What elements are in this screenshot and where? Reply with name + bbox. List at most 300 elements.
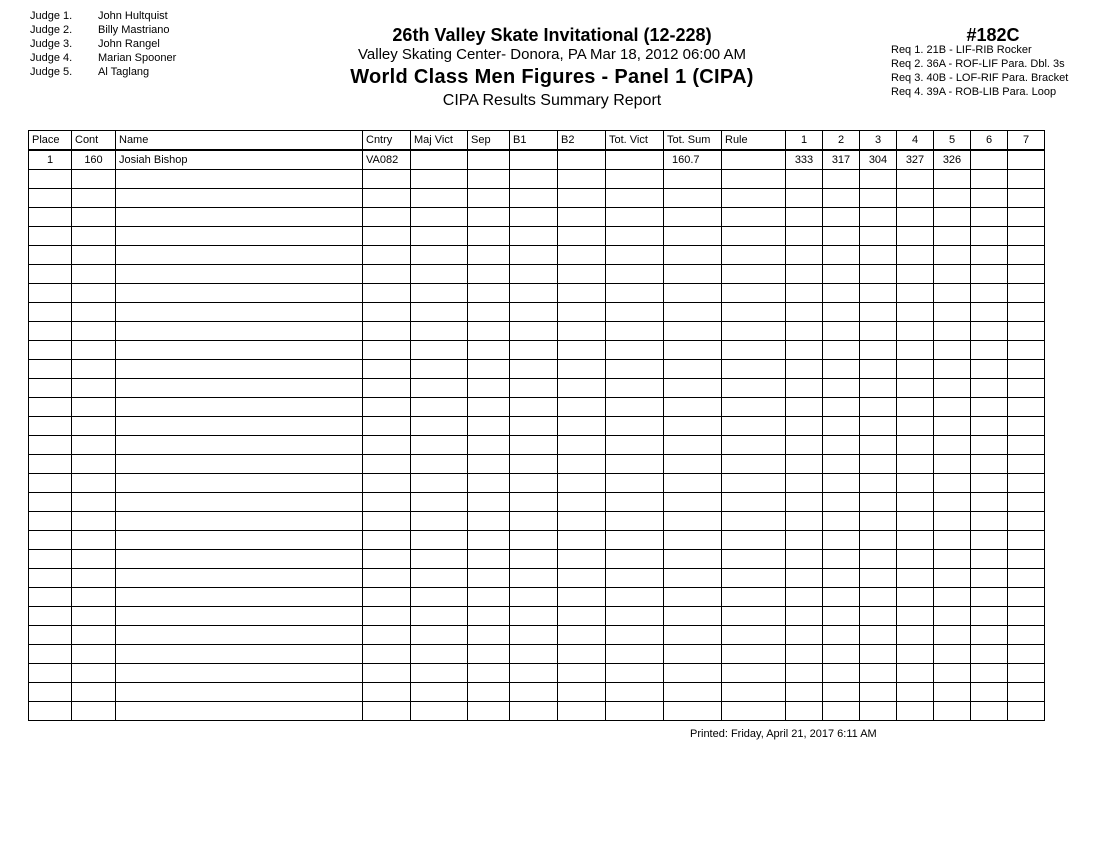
empty-cell: [411, 189, 468, 208]
empty-cell: [116, 550, 363, 569]
empty-cell: [1008, 208, 1045, 227]
empty-cell: [558, 360, 606, 379]
empty-cell: [411, 246, 468, 265]
empty-cell: [510, 208, 558, 227]
empty-cell: [468, 398, 510, 417]
empty-cell: [860, 626, 897, 645]
empty-cell: [786, 645, 823, 664]
empty-cell: [72, 493, 116, 512]
table-header-row: [29, 131, 1045, 151]
judge-label: Judge 3.: [30, 38, 73, 50]
empty-cell: [897, 322, 934, 341]
empty-cell: [786, 550, 823, 569]
empty-cell: [786, 170, 823, 189]
empty-cell: [722, 702, 786, 721]
empty-cell: [934, 512, 971, 531]
empty-cell: [664, 455, 722, 474]
empty-cell: [363, 493, 411, 512]
empty-cell: [971, 265, 1008, 284]
empty-cell: [1008, 265, 1045, 284]
empty-cell: [786, 341, 823, 360]
empty-cell: [29, 683, 72, 702]
empty-cell: [897, 702, 934, 721]
empty-cell: [558, 645, 606, 664]
empty-cell: [558, 550, 606, 569]
empty-cell: [722, 284, 786, 303]
empty-cell: [786, 702, 823, 721]
empty-cell: [722, 322, 786, 341]
empty-cell: [116, 569, 363, 588]
venue-line: Valley Skating Center- Donora, PA Mar 18, 2012 06:00 AM: [358, 46, 746, 63]
empty-cell: [363, 417, 411, 436]
empty-cell: [1008, 455, 1045, 474]
empty-cell: [860, 569, 897, 588]
empty-cell: [29, 569, 72, 588]
empty-cell: [664, 645, 722, 664]
empty-cell: [606, 341, 664, 360]
empty-cell: [510, 227, 558, 246]
empty-cell: [606, 683, 664, 702]
empty-cell: [606, 531, 664, 550]
empty-cell: [510, 341, 558, 360]
empty-cell: [823, 398, 860, 417]
empty-cell: [722, 360, 786, 379]
b2-cell: [558, 150, 606, 170]
empty-cell: [823, 303, 860, 322]
column-header: Name: [116, 131, 363, 151]
empty-cell: [510, 265, 558, 284]
judge-label: Judge 1.: [30, 10, 73, 22]
empty-cell: [1008, 626, 1045, 645]
empty-cell: [606, 626, 664, 645]
empty-cell: [971, 189, 1008, 208]
judge-row: [30, 51, 176, 65]
empty-cell: [116, 588, 363, 607]
empty-cell: [971, 569, 1008, 588]
table-row-empty: [29, 664, 1045, 683]
empty-cell: [606, 208, 664, 227]
requirement-item: Req 3. 40B - LOF-RIF Para. Bracket: [891, 72, 1069, 84]
empty-cell: [363, 702, 411, 721]
empty-cell: [823, 702, 860, 721]
empty-cell: [860, 398, 897, 417]
empty-cell: [510, 436, 558, 455]
empty-cell: [72, 303, 116, 322]
empty-cell: [510, 246, 558, 265]
empty-cell: [1008, 645, 1045, 664]
empty-cell: [934, 189, 971, 208]
empty-cell: [363, 683, 411, 702]
empty-cell: [786, 436, 823, 455]
empty-cell: [72, 170, 116, 189]
requirement-item: Req 4. 39A - ROB-LIB Para. Loop: [891, 86, 1057, 98]
empty-cell: [411, 398, 468, 417]
empty-cell: [664, 246, 722, 265]
empty-cell: [468, 588, 510, 607]
empty-cell: [606, 246, 664, 265]
empty-cell: [363, 436, 411, 455]
empty-cell: [786, 417, 823, 436]
empty-cell: [72, 246, 116, 265]
maj-vict-cell: [411, 150, 468, 170]
empty-cell: [606, 512, 664, 531]
empty-cell: [722, 588, 786, 607]
empty-cell: [1008, 493, 1045, 512]
empty-cell: [971, 170, 1008, 189]
empty-cell: [1008, 303, 1045, 322]
empty-cell: [468, 208, 510, 227]
empty-cell: [510, 189, 558, 208]
table-row-empty: [29, 493, 1045, 512]
empty-cell: [934, 645, 971, 664]
sep-cell: [468, 150, 510, 170]
empty-cell: [664, 512, 722, 531]
empty-cell: [934, 246, 971, 265]
empty-cell: [934, 341, 971, 360]
empty-cell: [363, 170, 411, 189]
empty-cell: [897, 227, 934, 246]
empty-cell: [664, 170, 722, 189]
requirement-item: Req 1. 21B - LIF-RIB Rocker: [891, 44, 1032, 56]
empty-cell: [823, 569, 860, 588]
empty-cell: [606, 493, 664, 512]
empty-cell: [411, 284, 468, 303]
column-header: Cont: [72, 131, 116, 151]
empty-cell: [664, 436, 722, 455]
empty-cell: [72, 417, 116, 436]
empty-cell: [897, 436, 934, 455]
empty-cell: [363, 265, 411, 284]
empty-cell: [897, 474, 934, 493]
empty-cell: [786, 493, 823, 512]
empty-cell: [558, 227, 606, 246]
empty-cell: [606, 303, 664, 322]
printed-timestamp: Printed: Friday, April 21, 2017 6:11 AM: [690, 728, 877, 740]
empty-cell: [971, 626, 1008, 645]
rule-cell: [722, 150, 786, 170]
empty-cell: [29, 398, 72, 417]
empty-cell: [411, 512, 468, 531]
empty-cell: [664, 588, 722, 607]
table-row-empty: [29, 170, 1045, 189]
empty-cell: [1008, 227, 1045, 246]
empty-cell: [411, 322, 468, 341]
empty-cell: [558, 702, 606, 721]
empty-cell: [664, 607, 722, 626]
empty-cell: [606, 474, 664, 493]
name-cell: Josiah Bishop: [116, 150, 363, 170]
empty-cell: [363, 360, 411, 379]
empty-cell: [72, 360, 116, 379]
empty-cell: [860, 455, 897, 474]
empty-cell: [558, 265, 606, 284]
requirements-list: [891, 43, 1068, 99]
empty-cell: [897, 531, 934, 550]
event-title: World Class Men Figures - Panel 1 (CIPA): [350, 66, 754, 88]
table-row-empty: [29, 417, 1045, 436]
empty-cell: [934, 360, 971, 379]
empty-cell: [1008, 588, 1045, 607]
empty-cell: [897, 303, 934, 322]
empty-cell: [823, 208, 860, 227]
empty-cell: [558, 303, 606, 322]
empty-cell: [664, 379, 722, 398]
column-header: 1: [786, 131, 823, 151]
empty-cell: [823, 284, 860, 303]
empty-cell: [722, 683, 786, 702]
empty-cell: [971, 246, 1008, 265]
empty-cell: [411, 208, 468, 227]
empty-cell: [823, 265, 860, 284]
empty-cell: [823, 360, 860, 379]
judge-5-score-cell: 326: [934, 150, 971, 170]
empty-cell: [664, 531, 722, 550]
empty-cell: [558, 569, 606, 588]
judge-name: Billy Mastriano: [98, 24, 170, 36]
empty-cell: [411, 303, 468, 322]
empty-cell: [116, 379, 363, 398]
empty-cell: [116, 531, 363, 550]
empty-cell: [664, 417, 722, 436]
empty-cell: [411, 227, 468, 246]
column-header: Cntry: [363, 131, 411, 151]
empty-cell: [860, 189, 897, 208]
empty-cell: [606, 170, 664, 189]
empty-cell: [823, 474, 860, 493]
empty-cell: [664, 284, 722, 303]
column-header: Tot. Vict: [606, 131, 664, 151]
empty-cell: [72, 512, 116, 531]
empty-cell: [116, 493, 363, 512]
table-row-empty: [29, 626, 1045, 645]
column-header: 2: [823, 131, 860, 151]
empty-cell: [510, 626, 558, 645]
empty-cell: [934, 170, 971, 189]
empty-cell: [116, 360, 363, 379]
empty-cell: [558, 474, 606, 493]
empty-cell: [606, 569, 664, 588]
empty-cell: [934, 702, 971, 721]
empty-cell: [934, 208, 971, 227]
empty-cell: [606, 550, 664, 569]
empty-cell: [897, 455, 934, 474]
empty-cell: [786, 284, 823, 303]
empty-cell: [823, 550, 860, 569]
empty-cell: [411, 683, 468, 702]
column-header: 5: [934, 131, 971, 151]
empty-cell: [411, 607, 468, 626]
empty-cell: [823, 531, 860, 550]
tot-vict-cell: [606, 150, 664, 170]
empty-cell: [823, 170, 860, 189]
empty-cell: [606, 265, 664, 284]
empty-cell: [823, 493, 860, 512]
judges-list: [30, 9, 176, 79]
empty-cell: [411, 569, 468, 588]
empty-cell: [468, 417, 510, 436]
empty-cell: [664, 664, 722, 683]
table-row-empty: [29, 607, 1045, 626]
empty-cell: [1008, 398, 1045, 417]
empty-cell: [897, 550, 934, 569]
empty-cell: [971, 474, 1008, 493]
empty-cell: [510, 683, 558, 702]
empty-cell: [116, 284, 363, 303]
empty-cell: [664, 303, 722, 322]
empty-cell: [116, 436, 363, 455]
empty-cell: [722, 664, 786, 683]
empty-cell: [72, 683, 116, 702]
column-header: Place: [29, 131, 72, 151]
empty-cell: [897, 379, 934, 398]
table-row-empty: [29, 341, 1045, 360]
empty-cell: [116, 398, 363, 417]
empty-cell: [860, 474, 897, 493]
empty-cell: [29, 265, 72, 284]
empty-cell: [786, 664, 823, 683]
empty-cell: [971, 512, 1008, 531]
empty-cell: [722, 246, 786, 265]
table-row-empty: [29, 398, 1045, 417]
table-row-empty: [29, 189, 1045, 208]
empty-cell: [897, 569, 934, 588]
empty-cell: [786, 303, 823, 322]
empty-cell: [510, 531, 558, 550]
empty-cell: [860, 341, 897, 360]
empty-cell: [664, 626, 722, 645]
empty-cell: [558, 436, 606, 455]
empty-cell: [722, 227, 786, 246]
empty-cell: [897, 246, 934, 265]
empty-cell: [897, 398, 934, 417]
judge-2-score-cell: 317: [823, 150, 860, 170]
empty-cell: [411, 436, 468, 455]
empty-cell: [29, 246, 72, 265]
empty-cell: [72, 455, 116, 474]
empty-cell: [823, 664, 860, 683]
empty-cell: [860, 436, 897, 455]
empty-cell: [468, 645, 510, 664]
empty-cell: [897, 208, 934, 227]
empty-cell: [722, 474, 786, 493]
column-header: 3: [860, 131, 897, 151]
empty-cell: [1008, 607, 1045, 626]
empty-cell: [823, 379, 860, 398]
column-header: 7: [1008, 131, 1045, 151]
empty-cell: [1008, 379, 1045, 398]
empty-cell: [722, 417, 786, 436]
empty-cell: [971, 341, 1008, 360]
empty-cell: [1008, 189, 1045, 208]
empty-cell: [934, 550, 971, 569]
empty-cell: [664, 227, 722, 246]
empty-cell: [860, 645, 897, 664]
empty-cell: [606, 645, 664, 664]
empty-cell: [29, 360, 72, 379]
empty-cell: [664, 474, 722, 493]
empty-cell: [72, 322, 116, 341]
empty-cell: [934, 588, 971, 607]
empty-cell: [971, 284, 1008, 303]
empty-cell: [786, 379, 823, 398]
empty-cell: [860, 664, 897, 683]
empty-cell: [411, 474, 468, 493]
empty-cell: [860, 417, 897, 436]
empty-cell: [860, 607, 897, 626]
empty-cell: [722, 569, 786, 588]
empty-cell: [116, 189, 363, 208]
cont-cell: 160: [72, 150, 116, 170]
empty-cell: [29, 512, 72, 531]
empty-cell: [860, 303, 897, 322]
empty-cell: [116, 227, 363, 246]
empty-cell: [116, 322, 363, 341]
empty-cell: [722, 189, 786, 208]
empty-cell: [510, 645, 558, 664]
empty-cell: [510, 474, 558, 493]
empty-cell: [897, 512, 934, 531]
empty-cell: [558, 588, 606, 607]
empty-cell: [860, 379, 897, 398]
empty-cell: [29, 645, 72, 664]
empty-cell: [897, 170, 934, 189]
judge-name: John Rangel: [98, 38, 160, 50]
empty-cell: [116, 607, 363, 626]
empty-cell: [468, 189, 510, 208]
empty-cell: [510, 569, 558, 588]
judge-label: Judge 2.: [30, 24, 73, 36]
empty-cell: [722, 303, 786, 322]
empty-cell: [558, 208, 606, 227]
empty-cell: [606, 398, 664, 417]
empty-cell: [510, 360, 558, 379]
empty-cell: [823, 246, 860, 265]
empty-cell: [29, 417, 72, 436]
empty-cell: [897, 265, 934, 284]
empty-cell: [786, 398, 823, 417]
empty-cell: [823, 683, 860, 702]
empty-cell: [116, 265, 363, 284]
empty-cell: [411, 455, 468, 474]
empty-cell: [786, 683, 823, 702]
empty-cell: [1008, 550, 1045, 569]
empty-cell: [860, 284, 897, 303]
empty-cell: [468, 360, 510, 379]
empty-cell: [510, 455, 558, 474]
empty-cell: [1008, 474, 1045, 493]
empty-cell: [971, 360, 1008, 379]
empty-cell: [72, 208, 116, 227]
empty-cell: [72, 531, 116, 550]
empty-cell: [468, 379, 510, 398]
empty-cell: [606, 664, 664, 683]
empty-cell: [722, 531, 786, 550]
empty-cell: [363, 284, 411, 303]
empty-cell: [722, 645, 786, 664]
column-header: Tot. Sum: [664, 131, 722, 151]
empty-cell: [29, 474, 72, 493]
empty-cell: [29, 493, 72, 512]
empty-cell: [363, 379, 411, 398]
empty-cell: [860, 322, 897, 341]
empty-cell: [786, 512, 823, 531]
empty-cell: [558, 284, 606, 303]
empty-cell: [510, 664, 558, 683]
empty-cell: [411, 645, 468, 664]
table-row-empty: [29, 550, 1045, 569]
empty-cell: [468, 512, 510, 531]
empty-cell: [1008, 284, 1045, 303]
